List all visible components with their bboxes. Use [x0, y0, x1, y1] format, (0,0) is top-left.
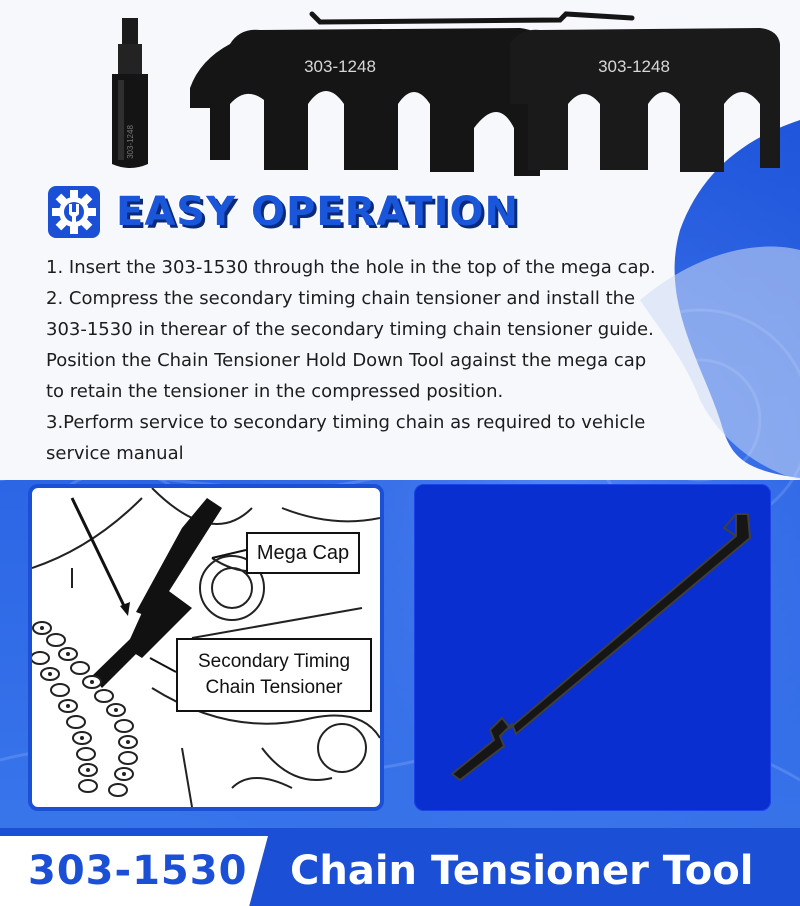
tensioner-rod-top	[312, 14, 632, 22]
tool-closeup-panel	[414, 484, 771, 811]
plate-right-label: 303-1248	[598, 57, 670, 76]
hold-down-plate-right	[510, 28, 780, 172]
callout-line: Chain Tensioner	[205, 677, 343, 698]
socket-bit	[112, 18, 148, 168]
instruction-line: to retain the tensioner in the compressed position.	[46, 381, 504, 402]
socket-engraving: 303-1248	[126, 125, 135, 159]
plate-left-label: 303-1248	[304, 57, 376, 76]
instruction-line: service manual	[46, 443, 184, 464]
secondary-tensioner-callout	[176, 638, 372, 712]
instruction-line: 3.Perform service to secondary timing chain as required to vehicle	[46, 412, 646, 433]
section-title: EASY OPERATION	[116, 189, 519, 235]
instruction-line: 2. Compress the secondary timing chain tensioner and install the	[46, 288, 636, 309]
banner-product-name: Chain Tensioner Tool	[290, 848, 754, 894]
callout-line: Secondary Timing	[197, 651, 351, 672]
banner-part-number: 303-1530	[28, 848, 248, 894]
product-tools	[0, 0, 800, 180]
gear-wrench-icon	[46, 184, 102, 240]
instruction-line: 1. Insert the 303-1530 through the hole in the top of the mega cap.	[46, 257, 656, 278]
instruction-line: 303-1530 in therear of the secondary timing chain tensioner guide.	[46, 319, 654, 340]
instruction-line: Position the Chain Tensioner Hold Down Tool against the mega cap	[46, 350, 647, 371]
diagram-panel	[28, 484, 384, 811]
instructions	[46, 252, 766, 469]
tensioner-rod-closeup	[414, 484, 771, 811]
mega-cap-callout: Mega Cap	[246, 532, 360, 574]
section-title-row	[46, 182, 519, 242]
hold-down-plate-left	[190, 28, 540, 176]
